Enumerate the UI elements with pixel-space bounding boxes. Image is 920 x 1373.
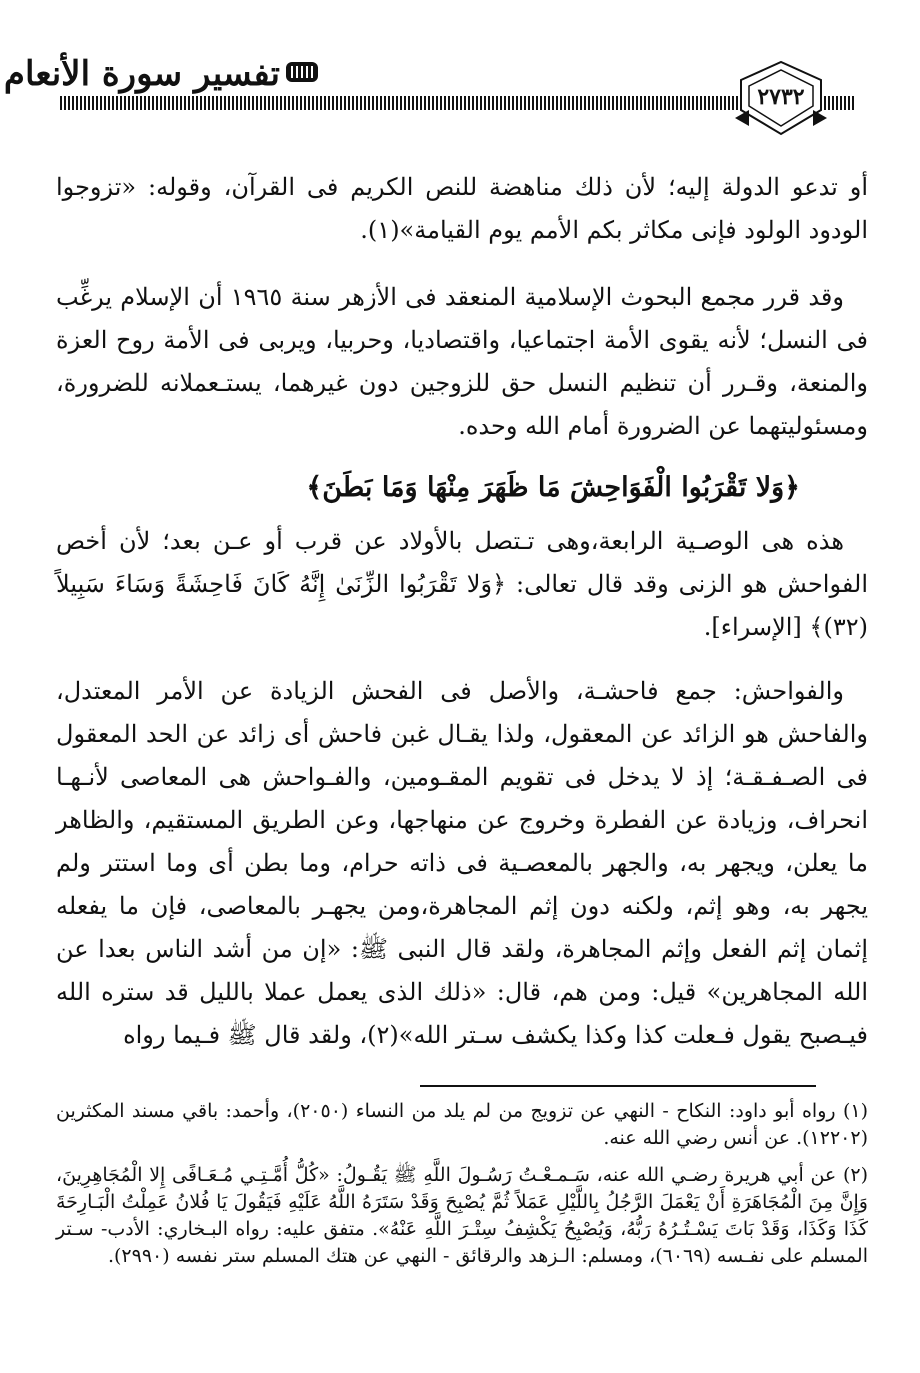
running-header-title: تفسير سورة الأنعام <box>3 54 280 94</box>
header-ornament-icon <box>282 58 322 86</box>
footnote-rule <box>420 1085 816 1087</box>
footnote-1: (١) رواه أبو داود: النكاح - النهي عن تزويج من لم يلد من النساء (٢٠٥٠)، وأحمد: باقي مسند المكثرين (١٢٢٠٢). عن أنس رضي الله عنه. <box>56 1100 869 1149</box>
header-rule <box>60 96 740 110</box>
quran-verse: ﴿وَلا تَقْرَبُوا الْفَوَاحِشَ مَا ظَهَرَ مِنْهَا وَمَا بَطَنَ﴾ <box>306 472 800 503</box>
paragraph-1: أو تدعو الدولة إليه؛ لأن ذلك مناهضة للنص الكريم فى القرآن، وقوله: «تزوجوا الودود الولود فإنى مكاثر بكم الأمم يوم القيامة»(١). <box>56 173 868 244</box>
paragraph-2: وقد قرر مجمع البحوث الإسلامية المنعقد فى الأزهر سنة ١٩٦٥ أن الإسلام يرغِّب فى النسل؛ لأنه يقوى الأمة اجتماعيا، واقتصاديا، وحربيا، ويربى فى الأمة روح العزة والمنعة، وقـرر أن تنظيم النسل حق للزوجين دون غيرهما، يستـعملانه للضرورة، ومسئوليتهما عن الضرورة أمام الله وحده. <box>56 283 868 440</box>
page-number: ٢٧٣٢ <box>757 84 805 110</box>
paragraph-4: والفواحش: جمع فاحشـة، والأصل فى الفحش الزيادة عن الأمر المعتدل، والفاحش هو الزائد عن المعقول، ولذا يقـال غبن فاحش أى زائد عن الحد المعقول فى الصـفـقـة؛ إذ لا يدخل فى تقويم المقـومين، والفـواحش هى المعاصى لأنـهـا انحراف، وزيادة عن الفطرة وخروج عن منهاجها، وعن الطريق المستقيم، والظاهر ما يعلن، ويجهر به، والجهر بالمعصـية فى ذاته حرام، وما بطن أى وما استتر ولم يجهر به، وهو إثم، ولكنه دون إثم المجاهرة،ومن يجهـر بالمعاصى، فإن ما يفعله إثمان إثم الفعل وإثم المجاهرة، ولقد قال النبى ﷺ: «إن من أشد الناس بعدا عن الله المجاهرين» قيل: ومن هم، قال: «ذلك الذى يعمل عملا بالليل قد ستره الله فيـصبح يقول فـعلت كذا وكذا يكشف سـتر الله»(٢)، ولقد قال ﷺ فـيما رواه <box>56 677 869 1049</box>
paragraph-3: هذه هى الوصـية الرابعة،وهى تـتصل بالأولاد عن قرب أو عـن بعد؛ لأن أخص الفواحش هو الزنى وقد قال تعالى: ﴿وَلا تَقْرَبُوا الزِّنَىٰ إِنَّهُ كَانَ فَاحِشَةً وَسَاءَ سَبِيلاً (٣٢)﴾ [الإسراء]. <box>56 527 868 641</box>
footnote-2: (٢) عن أبي هريرة رضـي الله عنه، سَـمـعْـتُ رَسُـولَ اللَّهِ ﷺ يَقُـولُ: «كُلُّ أُمَّـتِـي مُـعَـافًى إِلا الْمُجَاهِرِينَ، وَإِنَّ مِنَ الْمُجَاهَرَةِ أَنْ يَعْمَلَ الرَّجُلُ بِاللَّيْلِ عَمَلاً ثُمَّ يُصْبِحَ وَقَدْ سَتَرَهُ اللَّهُ عَلَيْهِ فَيَقُولَ يَا فُلانُ عَمِلْتُ الْبَـارِحَةَ كَذَا وَكَذَا، وَقَدْ بَاتَ يَسْـتُـرُهُ رَبُّهُ، وَيُصْبِحُ يَكْشِفُ سِتْـرَ اللَّهِ عَنْهُ». متفق عليه: رواه البـخاري: الأدب- سـتر المسلم على نفـسه (٦٠٦٩)، ومسلم: الـزهد والرقائق - النهي عن هتك المسلم ستر نفسه (٢٩٩٠). <box>56 1164 868 1267</box>
